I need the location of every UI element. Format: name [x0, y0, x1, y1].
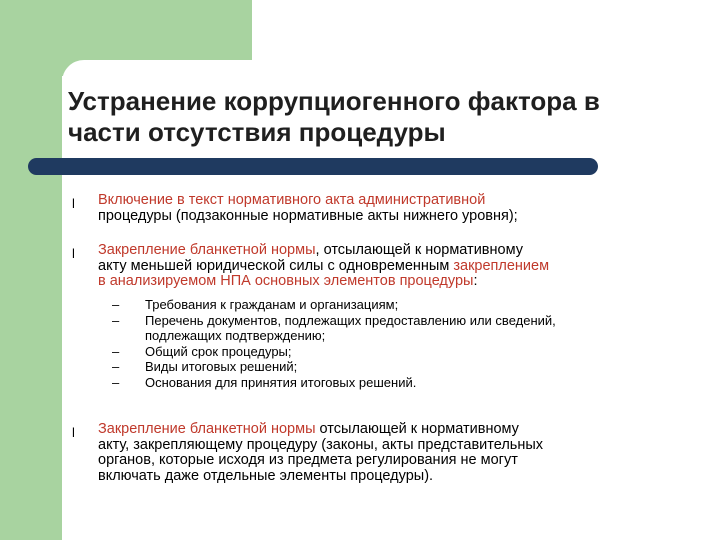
sub-item-text: Виды итоговых решений;	[145, 359, 298, 374]
bullet-icon: l	[72, 196, 75, 211]
item-3-red-phrase: Закрепление бланкетной нормы	[98, 421, 316, 437]
list-item-2	[98, 243, 678, 290]
bullet-icon: l	[72, 425, 75, 440]
bullet-icon: l	[72, 246, 75, 261]
sub-item	[112, 359, 672, 375]
sub-item-text: Общий срок процедуры;	[145, 343, 292, 359]
item-2-red-phrase-2: закреплением	[453, 257, 550, 274]
item-3-line-1-rest: отсылающей к нормативному	[315, 421, 519, 437]
dash-icon: –	[112, 374, 120, 390]
item-3-line-4: включать даже отдельные элементы процедуры).	[98, 467, 434, 484]
sub-item-text: Требования к гражданам и организациям;	[145, 297, 399, 312]
item-2-red-phrase-3: в анализируемом НПА основных элементов процедуры	[98, 273, 474, 289]
sub-item-text: Перечень документов, подлежащих предоставлению или сведений,	[145, 312, 556, 328]
sub-item	[112, 344, 672, 360]
green-left-stripe	[0, 0, 62, 540]
item-2-red-phrase-1: Закрепление бланкетной нормы	[98, 242, 316, 258]
procedure-elements-list	[112, 297, 672, 390]
dash-icon: –	[112, 312, 120, 328]
title-line-2: части отсутствия процедуры	[68, 117, 446, 147]
dash-icon: –	[112, 359, 120, 374]
title-divider-bar	[28, 158, 598, 175]
sub-item	[112, 375, 672, 391]
list-item-1	[98, 193, 678, 224]
item-3-line-3: органов, которые исходя из предмета регулирования не могут	[98, 452, 518, 468]
sub-item	[112, 297, 672, 313]
item-1-line-1: Включение в текст нормативного акта административной	[98, 192, 486, 208]
item-3-line-2: акту, закрепляющему процедуру (законы, акты представительных	[98, 436, 544, 453]
item-2-line-3-end: :	[473, 273, 478, 289]
item-3-line-1	[98, 422, 678, 438]
dash-icon: –	[112, 297, 120, 312]
item-2-line-2	[98, 259, 678, 275]
sub-item-text-continued: подлежащих подтверждению;	[145, 328, 326, 343]
title-line-1: Устранение коррупциогенного фактора в	[68, 86, 600, 116]
item-2-line-3	[98, 274, 678, 290]
dash-icon: –	[112, 343, 120, 359]
slide-title	[68, 86, 688, 148]
sub-item	[112, 313, 672, 344]
list-item-3	[98, 422, 678, 484]
item-2-line-2-start: акту меньшей юридической силы с одновременным	[98, 257, 454, 274]
item-1-line-2: процедуры (подзаконные нормативные акты нижнего уровня);	[98, 207, 518, 224]
sub-item-text: Основания для принятия итоговых решений.	[145, 374, 417, 390]
item-2-line-1-rest: , отсылающей к нормативному	[315, 242, 523, 258]
item-2-line-1	[98, 243, 678, 259]
